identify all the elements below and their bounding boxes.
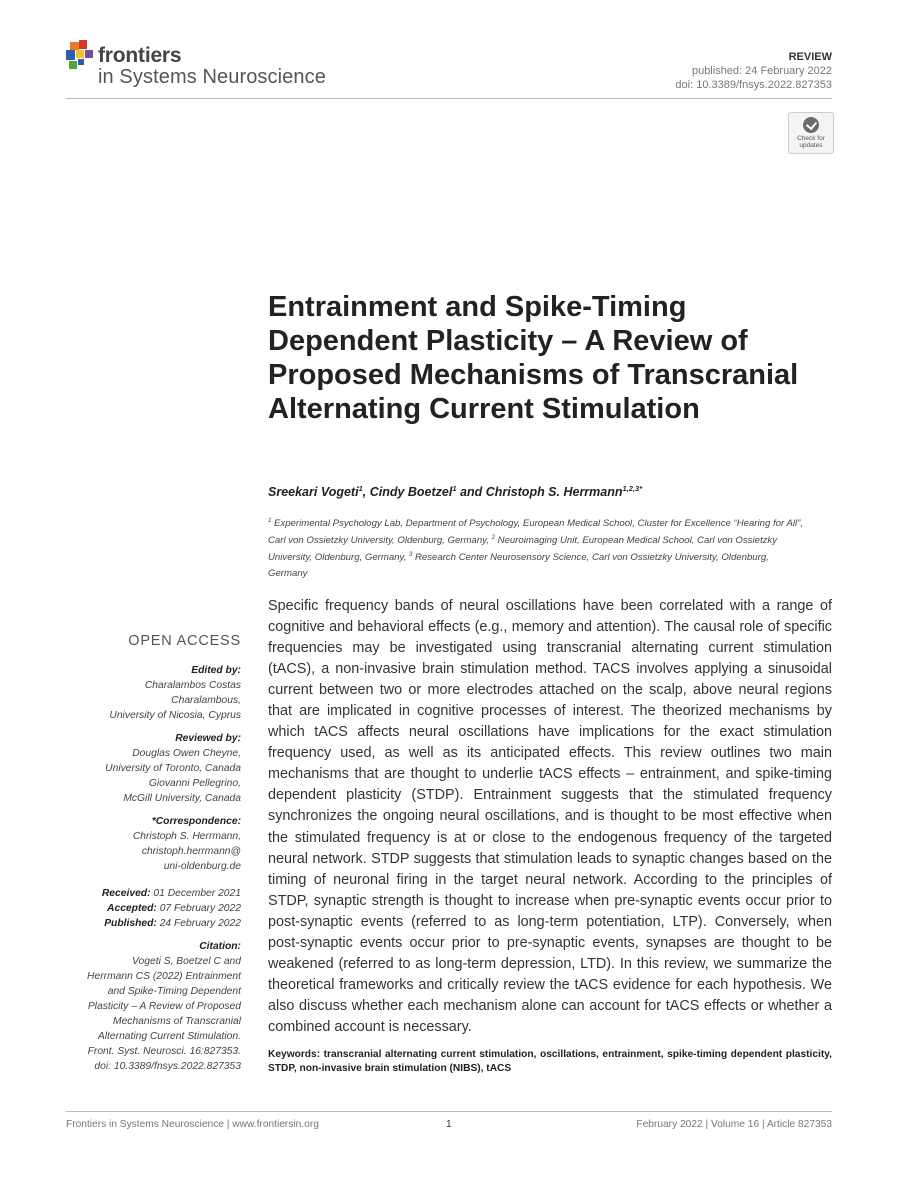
citation-line: Front. Syst. Neurosci. 16:827353.: [87, 1046, 241, 1057]
check-for-updates-label: Check for updates: [797, 135, 825, 149]
logo-brand: frontiers: [98, 44, 182, 67]
reviewer-line: Giovanni Pellegrino,: [148, 778, 241, 789]
reviewer-line: University of Toronto, Canada: [105, 763, 241, 774]
citation-info: [80, 954, 241, 1074]
affiliation-text: Experimental Psychology Lab, Department of Psychology, European Medical School, Cluster for Excellence “Hearing for All”, Carl von Ossietzky University, Oldenburg, Germany,: [268, 518, 803, 547]
edited-by-heading: Edited by:: [191, 665, 241, 676]
correspondence-info[interactable]: [80, 829, 241, 874]
citation-line: Alternating Current Stimulation.: [97, 1031, 241, 1042]
article-meta: [675, 50, 832, 92]
date-value: 01 December 2021: [153, 888, 241, 899]
editor-info: [80, 678, 241, 723]
date-label: Received:: [101, 888, 151, 899]
citation-line: Herrmann CS (2022) Entrainment: [87, 971, 241, 982]
keywords: Keywords: transcranial alternating current stimulation, oscillations, entrainment, spike-timing dependent plasticity, STDP, non-invasive brain stimulation (NIBS), tACS: [268, 1049, 832, 1074]
author-affiliation-mark: 1,2,3*: [622, 484, 643, 493]
article-dates: [80, 886, 241, 931]
affiliation-number: 1: [268, 518, 272, 524]
correspondence-line[interactable]: christoph.herrmann@: [141, 846, 241, 857]
article-sidebar: [80, 634, 241, 1074]
author-name[interactable]: Sreekari Vogeti: [268, 485, 359, 500]
open-access-label: OPEN ACCESS: [128, 633, 241, 649]
citation-line: Vogeti S, Boetzel C and: [132, 956, 241, 967]
citation-line: Mechanisms of Transcranial: [113, 1016, 241, 1027]
footer-divider: [66, 1111, 832, 1112]
reviewer-line: McGill University, Canada: [123, 793, 241, 804]
date-row: [80, 886, 241, 901]
frontiers-logo-icon: [66, 40, 96, 72]
published-date: published: 24 February 2022: [691, 65, 832, 77]
date-label: Accepted:: [107, 903, 157, 914]
citation-line: Plasticity – A Review of Proposed: [87, 1001, 241, 1012]
date-label: Published:: [104, 918, 157, 929]
logo-journal-name: in Systems Neuroscience: [98, 66, 326, 88]
page-number: 1: [446, 1119, 452, 1130]
journal-logo[interactable]: [66, 40, 336, 92]
author-name[interactable]: Christoph S. Herrmann: [485, 485, 623, 500]
author-affiliation-mark: 1: [452, 484, 457, 493]
footer-journal-link[interactable]: Frontiers in Systems Neuroscience | www.frontiersin.org: [66, 1119, 319, 1130]
affiliation-text: Research Center Neurosensory Science, Carl von Ossietzky University, Oldenburg, Germany: [268, 552, 769, 579]
author-list: Sreekari Vogeti$^1$, Cindy Boetzel$^1$ and Christoph S. Herrmann$^{1,2,3*}$: [268, 484, 643, 500]
date-value: 07 February 2022: [159, 903, 241, 914]
citation-heading: Citation:: [199, 941, 241, 952]
check-for-updates-button[interactable]: [788, 112, 834, 154]
citation-line: and Spike-Timing Dependent: [107, 986, 241, 997]
article-title: Entrainment and Spike-Timing Dependent Plasticity – A Review of Proposed Mechanisms of Transcranial Alternating Current Stimulation: [268, 291, 799, 425]
editor-line: Charalambos Costas: [144, 680, 241, 691]
header-divider: [66, 98, 832, 99]
correspondence-heading: *Correspondence:: [151, 816, 241, 827]
affiliation-text: Neuroimaging Unit, European Medical School, Carl von Ossietzky University, Oldenburg, Germany,: [268, 535, 778, 564]
date-row: [80, 901, 241, 916]
date-value: 24 February 2022: [159, 918, 241, 929]
correspondence-line[interactable]: Christoph S. Herrmann,: [132, 831, 241, 842]
editor-line: University of Nicosia, Cyprus: [109, 710, 241, 721]
reviewed-by-heading: Reviewed by:: [175, 733, 241, 744]
article-doi[interactable]: doi: 10.3389/fnsys.2022.827353: [675, 79, 832, 91]
author-name[interactable]: Cindy Boetzel: [369, 485, 453, 500]
reviewer-info: [80, 746, 241, 806]
article-type: REVIEW: [788, 51, 832, 63]
checkmark-icon: [803, 117, 819, 133]
abstract: Specific frequency bands of neural oscillations have been correlated with a range of cognitive and behavioral effects (e.g., memory and attention). The causal role of specific frequencies may be investigated using transcranial alternating current stimulation (tACS), a non-invasive brain stimulation method. TACS involves applying a sinusoidal current between two or more electrodes attached on the scalp, above neural regions that are implicated in cognitive processes of interest. The theorized mechanisms by which tACS affects neural oscillations have implications for the exact stimulation frequency used, as well as its anticipated effects. This review outlines two main mechanisms that are thought to underlie tACS effects – entrainment, and spike-timing dependent plasticity (STDP). Entrainment suggests that the stimulated frequency synchronizes the ongoing neural oscillations, and is thought to be most effective when the stimulated frequency is at or close to the endogenous frequency of the targeted neural network. STDP suggests that stimulation leads to synaptic changes based on the timing of neuronal firing in the target neural network. According to the principles of STDP, synaptic strength is thought to increase when pre-synaptic events occur prior to post-synaptic events (referred to as long-term potentiation, LTP). Conversely, when post-synaptic events occur prior to pre-synaptic events, synapses are thought to be weakened (referred to as long-term depression, LTD). In this review, we summarize the theoretical frameworks and critically review the tACS evidence for each hypothesis. We also discuss whether each mechanism alone can account for tACS effects or whether a combined account is necessary.: [268, 598, 832, 1035]
affiliations: [268, 514, 808, 581]
affiliation-number: 3: [408, 552, 413, 559]
footer-issue-info: February 2022 | Volume 16 | Article 827353: [636, 1119, 832, 1130]
affiliation-number: 2: [491, 535, 495, 542]
date-row: [80, 916, 241, 931]
correspondence-line[interactable]: uni-oldenburg.de: [163, 861, 241, 872]
editor-line: Charalambous,: [171, 695, 241, 706]
reviewer-line: Douglas Owen Cheyne,: [132, 748, 241, 759]
author-affiliation-mark: 1: [358, 484, 363, 493]
citation-line: doi: 10.3389/fnsys.2022.827353: [94, 1061, 241, 1072]
